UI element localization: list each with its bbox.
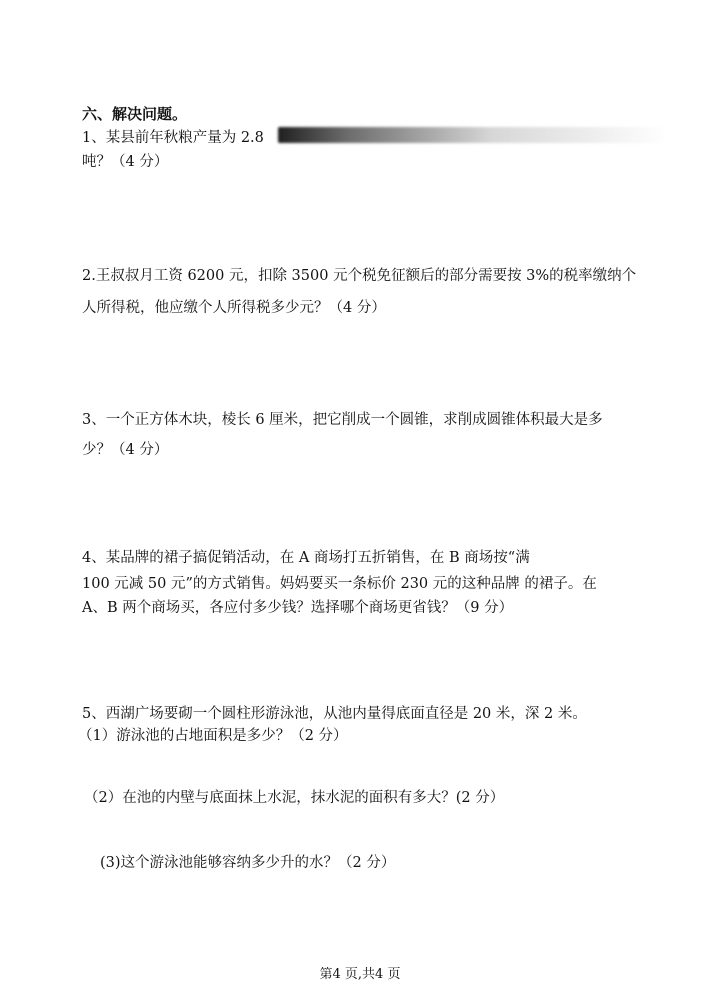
- question-4-line-3: A、B 两个商场买，各应付多少钱？选择哪个商场更省钱？（9 分）: [82, 600, 514, 616]
- scan-smudge: [278, 127, 668, 143]
- question-3-line-1: 3、一个正方体木块，棱长 6 厘米，把它削成一个圆锥，求削成圆锥体积最大是多: [82, 412, 603, 428]
- question-1-line-2: 吨？（4 分）: [82, 154, 169, 170]
- question-4-line-2: 100 元减 50 元”的方式销售。妈妈要买一条标价 230 元的这种品牌 的裙子。在: [82, 576, 597, 592]
- question-1-line-1: 1、某县前年秋粮产量为 2.8: [82, 130, 264, 146]
- question-5-sub-1: （1）游泳池的占地面积是多少？（2 分）: [78, 728, 348, 744]
- question-4-line-1: 4、某品牌的裙子搞促销活动，在 A 商场打五折销售，在 B 商场按“满: [82, 550, 530, 566]
- question-5-sub-2: （2）在池的内壁与底面抹上水泥，抹水泥的面积有多大？(2 分）: [84, 790, 505, 806]
- page-number: 第4 页,共4 页: [319, 967, 401, 982]
- section-title: 六、解决问题。: [82, 105, 188, 123]
- question-3-line-2: 少？（4 分）: [82, 442, 169, 458]
- question-2-line-2: 人所得税，他应缴个人所得税多少元？（4 分）: [82, 300, 386, 316]
- question-5-line-1: 5、西湖广场要砌一个圆柱形游泳池，从池内量得底面直径是 20 米，深 2 米。: [82, 706, 587, 722]
- question-2-line-1: 2.王叔叔月工资 6200 元，扣除 3500 元个税免征额后的部分需要按 3%的税率缴纳个: [82, 268, 637, 284]
- question-5-sub-3: (3)这个游泳池能够容纳多少升的水？（2 分）: [100, 855, 396, 871]
